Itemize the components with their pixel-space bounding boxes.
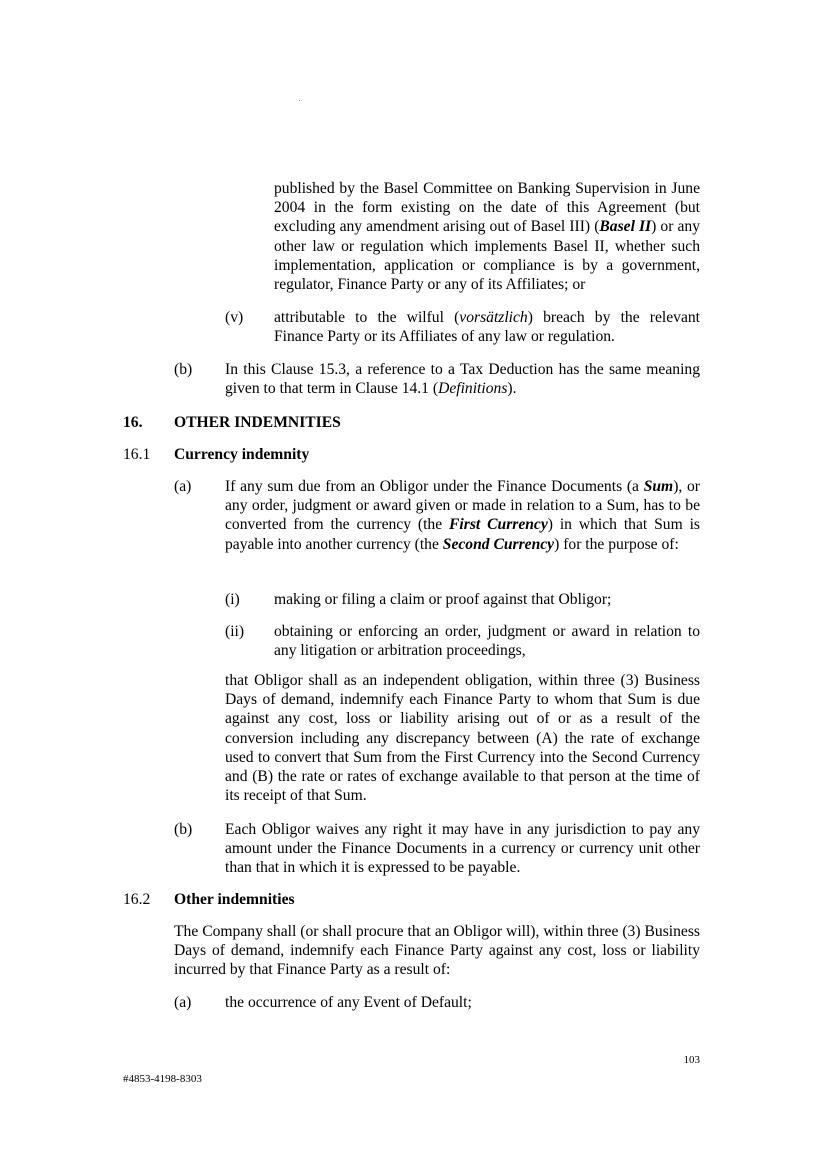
document-reference: #4853-4198-8303 (123, 1073, 202, 1085)
clause-16-1-a-text-3: ) in which that Sum is payable into another currency (the (225, 516, 700, 553)
clause-16-2-a-text: the occurrence of any Event of Default; (225, 994, 472, 1011)
defined-term-basel-ii: Basel II (599, 218, 652, 236)
defined-term-first-currency: First Currency (449, 516, 548, 534)
continuation-text-2: ) or any other law or regulation which implements Basel II, whether such implementation, application or compliance is by a government, regulator, Finance Party or any of its Affiliates; or (274, 218, 701, 294)
item-b-text (225, 360, 700, 398)
clause-16-1-a-tail: that Obligor shall as an independent obligation, within three (3) Business Days of demand, indemnify each Finance Party to whom that Sum is due against any cost, loss or liability arising out of or as a result of the conversion including any discrepancy between (A) the rate of exchange used to convert that Sum from the First Currency into the Second Currency and (B) the rate or rates of exchange available to that person at the time of its receipt of that Sum. (225, 672, 700, 805)
item-v-text-1: attributable to the wilful ( (274, 309, 460, 326)
defined-term-sum: Sum (643, 478, 674, 495)
clause-16-2-title: Other indemnities (174, 891, 295, 908)
clause-16-2-a-label: (a) (174, 994, 192, 1011)
continuation-text-1: published by the Basel Committee on Banking Supervision in June 2004 in the form existing on the date of this Agreement (but excluding any amendment arising out of Basel III) ( (274, 180, 700, 236)
item-v-label: (v) (225, 309, 244, 326)
continuation-paragraph (274, 179, 700, 294)
section-16-title: OTHER INDEMNITIES (174, 414, 341, 431)
page-number: 103 (683, 1054, 700, 1066)
clause-16-2-number: 16.2 (123, 891, 151, 908)
clause-16-1-title: Currency indemnity (174, 446, 310, 463)
item-b-text-1: In this Clause 15.3, a reference to a Tax Deduction has the same meaning given to that term in Clause 14.1 ( (225, 361, 700, 398)
clause-16-1-a-text-4: ) for the purpose of: (554, 535, 679, 553)
clause-16-1-a-text (225, 477, 700, 554)
term-definitions: Definitions (438, 380, 508, 398)
clause-16-1-a-text-2: ), or any order, judgment or award given or made in relation to a Sum, has to be converted from the currency (the (225, 478, 700, 534)
clause-16-1-a-text-1: If any sum due from an Obligor under the Finance Documents (a (225, 478, 644, 495)
term-vorsatzlich: vorsätzlich (459, 309, 528, 326)
item-v-text-2: ) breach by the relevant Finance Party or its Affiliates of any law or regulation. (274, 309, 700, 346)
item-ii-text: obtaining or enforcing an order, judgment or award in relation to any litigation or arbitration proceedings, (274, 623, 700, 660)
clause-16-1-b-text: Each Obligor waives any right it may have in any jurisdiction to pay any amount under the Finance Documents in a currency or currency unit other than that in which it is expressed to be payable. (225, 821, 700, 877)
clause-16-2-intro: The Company shall (or shall procure that an Obligor will), within three (3) Business Days of demand, indemnify each Finance Party against any cost, loss or liability incurred by that Finance Party as a result of: (174, 923, 700, 979)
clause-16-1-b-label: (b) (174, 821, 193, 838)
section-16-number: 16. (123, 414, 143, 431)
clause-16-1-a-label: (a) (174, 478, 192, 495)
scan-speck (299, 100, 300, 101)
item-v-text (274, 308, 700, 346)
clause-16-1-number: 16.1 (123, 446, 151, 463)
defined-term-second-currency: Second Currency (442, 535, 555, 553)
item-b-text-2: ). (507, 380, 517, 398)
item-b-label: (b) (174, 361, 193, 378)
item-i-text: making or filing a claim or proof against that Obligor; (274, 591, 612, 608)
item-ii-label: (ii) (225, 623, 245, 640)
item-i-label: (i) (225, 591, 240, 608)
